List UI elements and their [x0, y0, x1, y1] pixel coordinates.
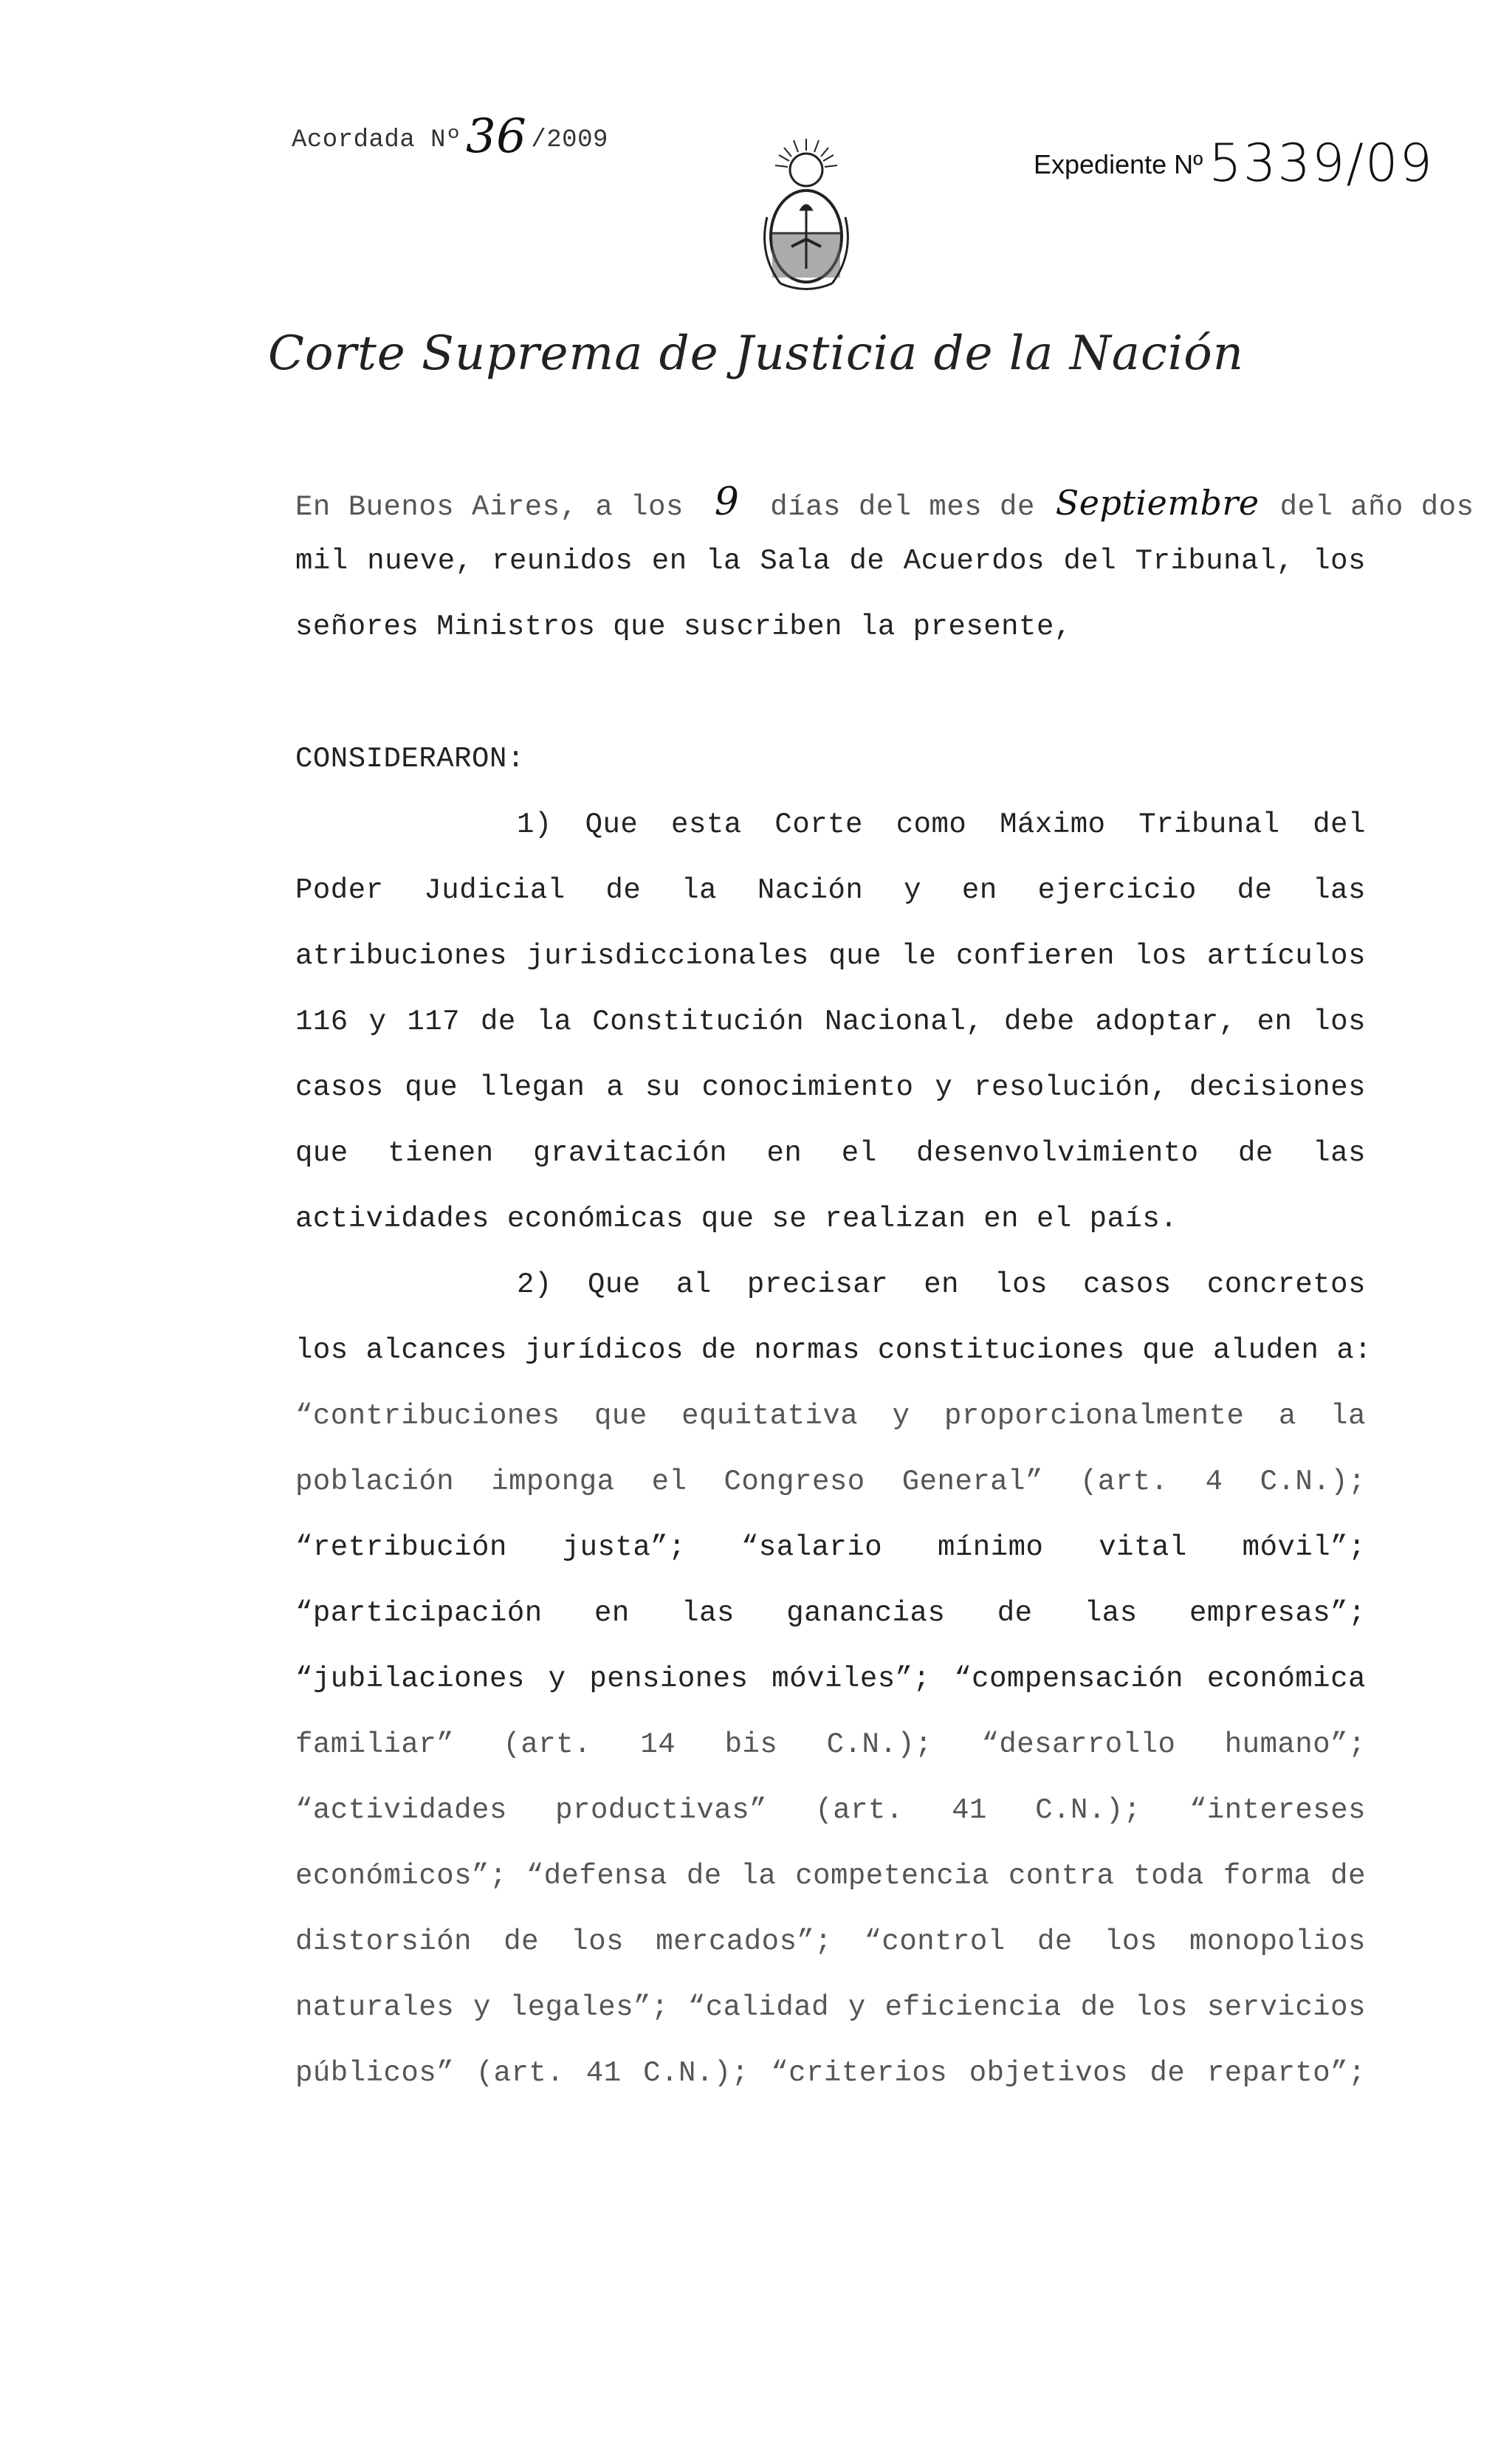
national-coat-of-arms-icon — [751, 136, 862, 303]
paragraph-2-line: “participación en las ganancias de las empresas”; — [295, 1597, 1366, 1629]
expediente-label: Expediente Nº — [1034, 149, 1203, 179]
expediente-handwritten-number: 5339/09 — [1209, 133, 1434, 193]
acordada-number — [292, 109, 608, 164]
intro-line-2: mil nueve, reunidos en la Sala de Acuerdos del Tribunal, los — [295, 545, 1366, 577]
considerations-heading: CONSIDERARON: — [295, 743, 525, 775]
paragraph-2-line: los alcances jurídicos de normas constituciones que aluden a: — [295, 1334, 1372, 1367]
handwritten-day: 9 — [714, 480, 740, 524]
paragraph-1-line: actividades económicas que se realizan en el país. — [295, 1203, 1178, 1235]
paragraph-2-line: “jubilaciones y pensiones móviles”; “compensación económica — [295, 1663, 1366, 1695]
paragraph-1-line: 1) Que esta Corte como Máximo Tribunal del — [517, 808, 1366, 841]
intro-text-c: del año dos — [1279, 491, 1474, 523]
court-name: Corte Suprema de Justicia de la Nación — [268, 326, 1244, 381]
intro-line-3: señores Ministros que suscriben la presente, — [295, 611, 1072, 643]
paragraph-2-line: económicos”; “defensa de la competencia contra toda forma de — [295, 1860, 1366, 1892]
paragraph-2-line: naturales y legales”; “calidad y eficiencia de los servicios — [295, 1991, 1366, 2024]
paragraph-2-line: 2) Que al precisar en los casos concretos — [517, 1268, 1366, 1301]
paragraph-1-line: 116 y 117 de la Constitución Nacional, debe adoptar, en los — [295, 1006, 1366, 1038]
paragraph-1-line: atribuciones jurisdiccionales que le confieren los artículos — [295, 940, 1366, 972]
intro-text-b: días del mes de — [770, 491, 1035, 523]
paragraph-2-line: familiar” (art. 14 bis C.N.); “desarrollo humano”; — [295, 1728, 1366, 1761]
acordada-handwritten-number: 36 — [465, 109, 527, 164]
paragraph-2-line: “contribuciones que equitativa y proporcionalmente a la — [295, 1400, 1366, 1432]
intro-line-1 — [295, 480, 1474, 524]
acordada-suffix: /2009 — [531, 126, 608, 154]
paragraph-2-line: población imponga el Congreso General” (art. 4 C.N.); — [295, 1466, 1366, 1498]
paragraph-2-line: públicos” (art. 41 C.N.); “criterios objetivos de reparto”; — [295, 2057, 1366, 2089]
paragraph-1-line: casos que llegan a su conocimiento y resolución, decisiones — [295, 1071, 1366, 1104]
paragraph-2-line: distorsión de los mercados”; “control de los monopolios — [295, 1925, 1366, 1958]
paragraph-1-line: que tienen gravitación en el desenvolvimiento de las — [295, 1137, 1366, 1169]
intro-text-a: En Buenos Aires, a los — [295, 491, 684, 523]
acordada-prefix: Acordada Nº — [292, 126, 461, 154]
expediente-number — [1034, 133, 1434, 193]
handwritten-month: Septiembre — [1055, 483, 1260, 523]
paragraph-2-line: “retribución justa”; “salario mínimo vital móvil”; — [295, 1531, 1366, 1564]
paragraph-2-line: “actividades productivas” (art. 41 C.N.); “intereses — [295, 1794, 1366, 1827]
paragraph-1-line: Poder Judicial de la Nación y en ejercicio de las — [295, 874, 1366, 907]
